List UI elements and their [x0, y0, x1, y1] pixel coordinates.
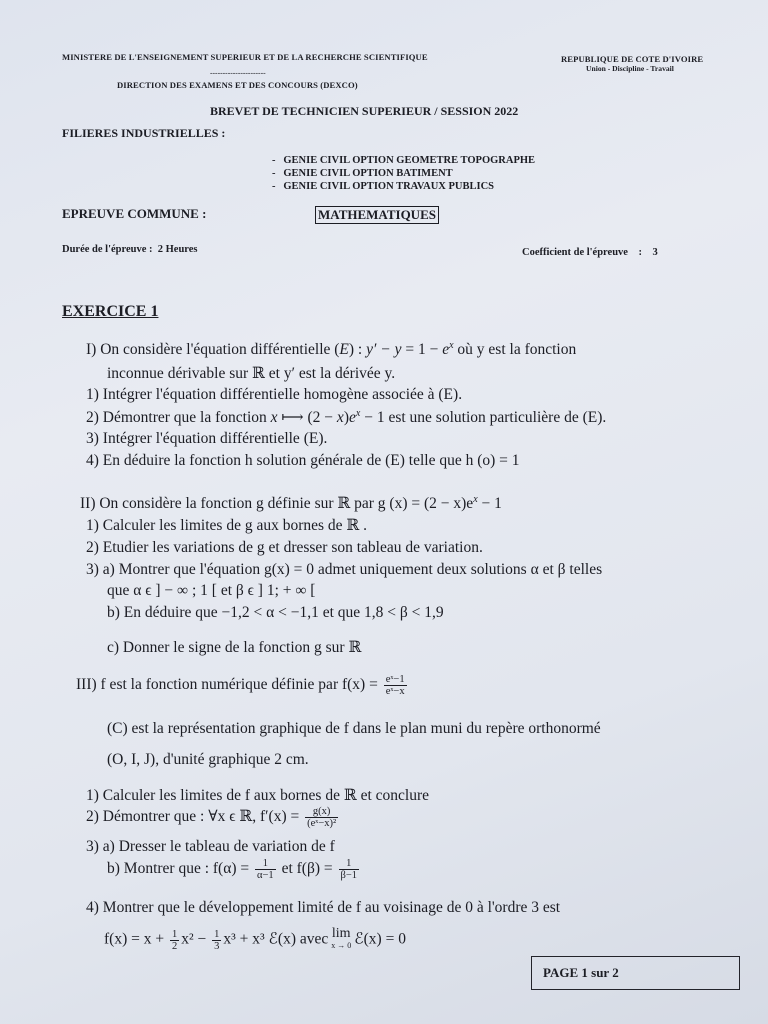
fraction: $\frac{1}{\beta-1}$ [340, 858, 358, 881]
question-4: 4) En déduire la fonction h solution générale de (E) telle que h (o) = 1 [86, 452, 520, 469]
part3-question-4: 4) Montrer que le développement limité de f au voisinage de 0 à l'ordre 3 est [86, 899, 561, 916]
header-separator: ---------------------- [210, 68, 266, 77]
exercise-title: EXERCICE 1 [62, 303, 159, 320]
part2-question-3c: c) Donner le signe de la fonction g sur ℝ [107, 639, 362, 656]
option-item: - GENIE CIVIL OPTION TRAVAUX PUBLICS [272, 181, 495, 192]
question-2: 2) Démontrer que la fonction x ⟼ $(2 - x)e^x - 1$ est une solution particulière de (E). [86, 408, 607, 427]
part2-intro: II) On considère la fonction g définie sur ℝ par g $(x) = (2 - x)e^x - 1$ [80, 494, 502, 513]
page-number: PAGE 1 sur 2 [543, 965, 619, 980]
options-list [272, 154, 535, 193]
part3-intro: III) f est la fonction numérique définie par f(x) = $\frac{\text{eˣ−1}}{\text{eˣ−x}}$ [76, 674, 405, 697]
part3-question-1: 1) Calculer les limites de f aux bornes de ℝ et conclure [86, 787, 429, 804]
filieres-label: FILIERES INDUSTRIELLES : [62, 126, 226, 140]
question-1: 1) Intégrer l'équation différentielle homogène associée à (E). [86, 386, 463, 403]
option-item: - GENIE CIVIL OPTION BATIMENT [272, 168, 453, 179]
part2-question-3a: 3) a) Montrer que l'équation g(x) = 0 admet uniquement deux solutions α et β telles [86, 561, 603, 578]
coefficient: Coefficient de l'épreuve : 3 [522, 247, 658, 258]
part3-line2: (C) est la représentation graphique de f dans le plan muni du repère orthonormé [107, 720, 601, 737]
republic-header: REPUBLIQUE DE COTE D'IVOIRE [561, 54, 704, 64]
part1-line1: I) On considère l'équation différentielle (E) : $y' - y = 1 - e^x$ où y est la fonction [86, 340, 577, 359]
fraction: $\frac{1}{\alpha-1}$ [257, 858, 274, 881]
part2-question-2: 2) Etudier les variations de g et dresser son tableau de variation. [86, 539, 483, 556]
ministry-header: MINISTERE DE L'ENSEIGNEMENT SUPERIEUR ET DE LA RECHERCHE SCIENTIFIQUE [62, 52, 428, 62]
option-item: - GENIE CIVIL OPTION GEOMETRE TOPOGRAPHE [272, 155, 536, 166]
fraction: $\frac{g(x)}{\text{(eˣ−x)²}}$ [307, 806, 337, 829]
page-number-box [531, 956, 740, 990]
part3-question-2: 2) Démontrer que : ∀x ϵ ℝ, f′(x) = $\frac{g(x)}{\text{(eˣ−x)²}}$ [86, 806, 337, 829]
epreuve-label: EPREUVE COMMUNE : [62, 206, 207, 221]
limit-operator: lim x → 0 [331, 926, 352, 950]
question-3: 3) Intégrer l'équation différentielle (E). [86, 430, 328, 447]
fraction: $\frac{\text{eˣ−1}}{\text{eˣ−x}}$ [385, 674, 405, 697]
part2-question-1: 1) Calculer les limites de g aux bornes de ℝ . [86, 517, 368, 534]
part3-question-3a: 3) a) Dresser le tableau de variation de f [86, 838, 335, 855]
part3-question-3b: b) Montrer que : f(α) = $\frac{1}{\alpha-1}$ et f(β) = $\frac{1}{\beta-1}$ [107, 858, 358, 881]
duration: Durée de l'épreuve : 2 Heures [62, 244, 198, 255]
motto: Union - Discipline - Travail [586, 64, 674, 73]
part1-line2: inconnue dérivable sur ℝ et y′ est la dérivée y. [107, 365, 396, 382]
taylor-expansion: f(x) = x + $\frac{1}{2}$ x² − $\frac{1}{3}$ x³ + x³ ℰ(x) avec lim x → 0 ℰ(x) = 0 [104, 926, 406, 952]
exam-title: BREVET DE TECHNICIEN SUPERIEUR / SESSION 2022 [210, 104, 519, 118]
direction-header: DIRECTION DES EXAMENS ET DES CONCOURS (DEXCO) [117, 80, 358, 90]
subject-box: MATHEMATIQUES [315, 206, 439, 224]
part2-question-3a-cont: que α ϵ ] − ∞ ; 1 [ et β ϵ ] 1; + ∞ [ [107, 582, 316, 599]
fraction: $\frac{1}{2}$ [171, 928, 178, 952]
part2-question-3b: b) En déduire que −1,2 < α < −1,1 et que 1,8 < β < 1,9 [107, 604, 444, 621]
part3-line3: (O, I, J), d'unité graphique 2 cm. [107, 751, 309, 768]
fraction: $\frac{1}{3}$ [214, 928, 220, 952]
